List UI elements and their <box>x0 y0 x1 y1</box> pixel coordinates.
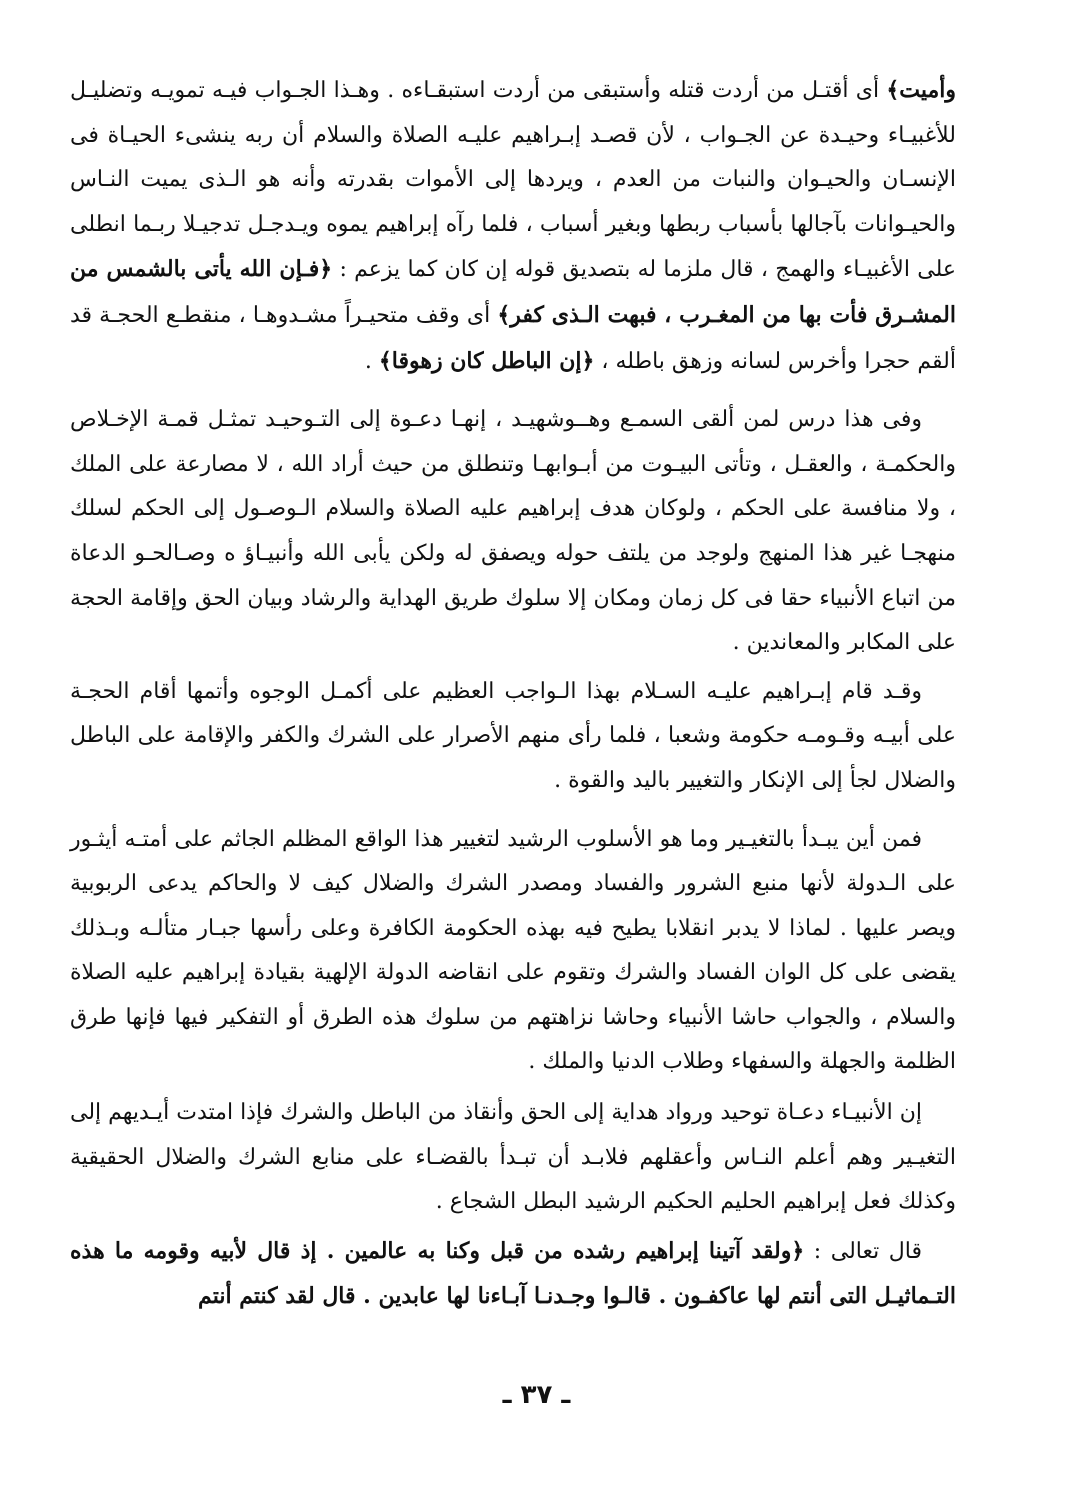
body-text: قال تعالى : <box>804 1238 922 1264</box>
body-text: إن الأنبيـاء دعـاة توحيد ورواد هداية إلى الحق وأنقاذ من الباطل والشرك فإذا امتدت أيـديهم إلى التغيـير وهم أعلم النـاس وأعقلهم فلابـد أن تبـدأ بالقضـاء على منابع الشرك والضلال الحقيقية وكذلك فعل إبراهيم الحليم الحكيم الرشيد البطل الشجاع . <box>70 1100 956 1215</box>
page-body <box>70 68 956 1320</box>
paragraph-2 <box>70 398 956 666</box>
quran-quote: ﴿ولقد آتينا إبراهيم رشده من قبل وكنا به عالمين . إذ قال لأبيه وقومه ما هذه التـماثيـل التى أنتم لها عاكفـون . قالـوا وجـدنـا آبـاءنا لها عابدين . قال لقد كنتم أنتم <box>70 1237 956 1310</box>
paragraph-6 <box>70 1229 956 1320</box>
body-text: فمن أين يبـدأ بالتغيـير وما هو الأسلوب الرشيد لتغيير هذا الواقع المظلم الجاثم على أمتـه أيثـور على الـدولة لأنها منبع الشرور والفساد ومصدر الشرك والضلال كيف لا والحاكم يدعى الربوبية ويصر عليها . لماذا لا يدبر انقلابا يطيح فيه بهذه الحكومة الكافرة وعلى رأسها جبـار متألـه وبـذلك يقضى على كل الوان الفساد والشرك وتقوم على انقاضه الدولة الإلهية بقيادة إبراهيم عليه الصلاة والسلام ، والجواب حاشا الأنبياء وحاشا نزاهتهم من سلوك هذه الطرق أو التفكير فيها فإنها طرق الظلمة والجهلة والسفهاء وطلاب الدنيا والملك . <box>70 826 956 1075</box>
quran-quote: وأميت﴾ <box>886 77 956 103</box>
paragraph-5 <box>70 1091 956 1225</box>
body-text: . <box>364 348 379 374</box>
paragraph-4 <box>70 818 956 1086</box>
quran-quote: ﴿فـإن الله يأتى بالشمس من المشـرق فأت بها من المغـرب ، فبهت الـذى كفر﴾ <box>70 256 956 328</box>
body-text: أى وقف متحيـراً مشـدوهـا ، منقطـع الحجـة قد ألقم حجرا وأخرس لسانه وزهق باطله ، <box>70 302 956 374</box>
page-number: ـ ٣٧ ـ <box>502 1380 571 1410</box>
body-text: وفى هذا درس لمن ألقى السمـع وهــوشهيـد ، إنهـا دعـوة إلى التـوحيـد تمثـل قمـة الإخـلاص والحكمـة ، والعقـل ، وتأتى البيـوت من أبـوابهـا وتنطلق من حيث أراد الله ، لا مصارعة على الملك ، ولا منافسة على الحكم ، ولوكان هدف إبراهيم عليه الصلاة والسلام الـوصـول إلى الحكم لسلك منهجـا غير هذا المنهج ولوجد من يلتف حوله ويصفق له ولكن يأبى الله وأنبيـاؤ ه وصـالحـو الدعاة من اتباع الأنبياء حقا فى كل زمان ومكان إلا سلوك طريق الهداية والرشاد وبيان الحق وإقامة الحجة على المكابر والمعاندين . <box>70 407 956 656</box>
body-text: أى أقتـل من أردت قتله وأستبقى من أردت استبقـاءه . وهـذا الجـواب فيـه تمويـه وتضليـل للأغبيـاء وحيـدة عن الجـواب ، لأن قصـد إبـراهيم عليـه الصلاة والسلام أن ربه ينشىء الحيـاة فى الإنسـان والحيـوان والنبات من العدم ، ويردها إلى الأموات بقدرته وأنه هو الـذى يميت النـاس والحيـوانات بآجالها بأسباب ربطها وبغير أسباب ، فلما رآه إبراهيم يموه ويـدجـل تدجيـلا ربـما انطلى على الأغبيـاء والهمج ، قال ملزما له بتصديق قوله إن كان كما يزعم : <box>70 78 956 283</box>
quran-quote: ﴿إن الباطل كان زهوقا﴾ <box>378 347 595 374</box>
paragraph-3 <box>70 670 956 804</box>
body-text: وقـد قام إبـراهيم عليـه السـلام بهذا الـواجب العظيم على أكمـل الوجوه وأتمها أقام الحجـة على أبيـه وقـومـه حكومة وشعبا ، فلما رأى منهم الأصرار على الشرك والكفر والإقامة على الباطل والضلال لجأ إلى الإنكار والتغيير باليد والقوة . <box>70 678 956 793</box>
paragraph-1 <box>70 68 956 384</box>
